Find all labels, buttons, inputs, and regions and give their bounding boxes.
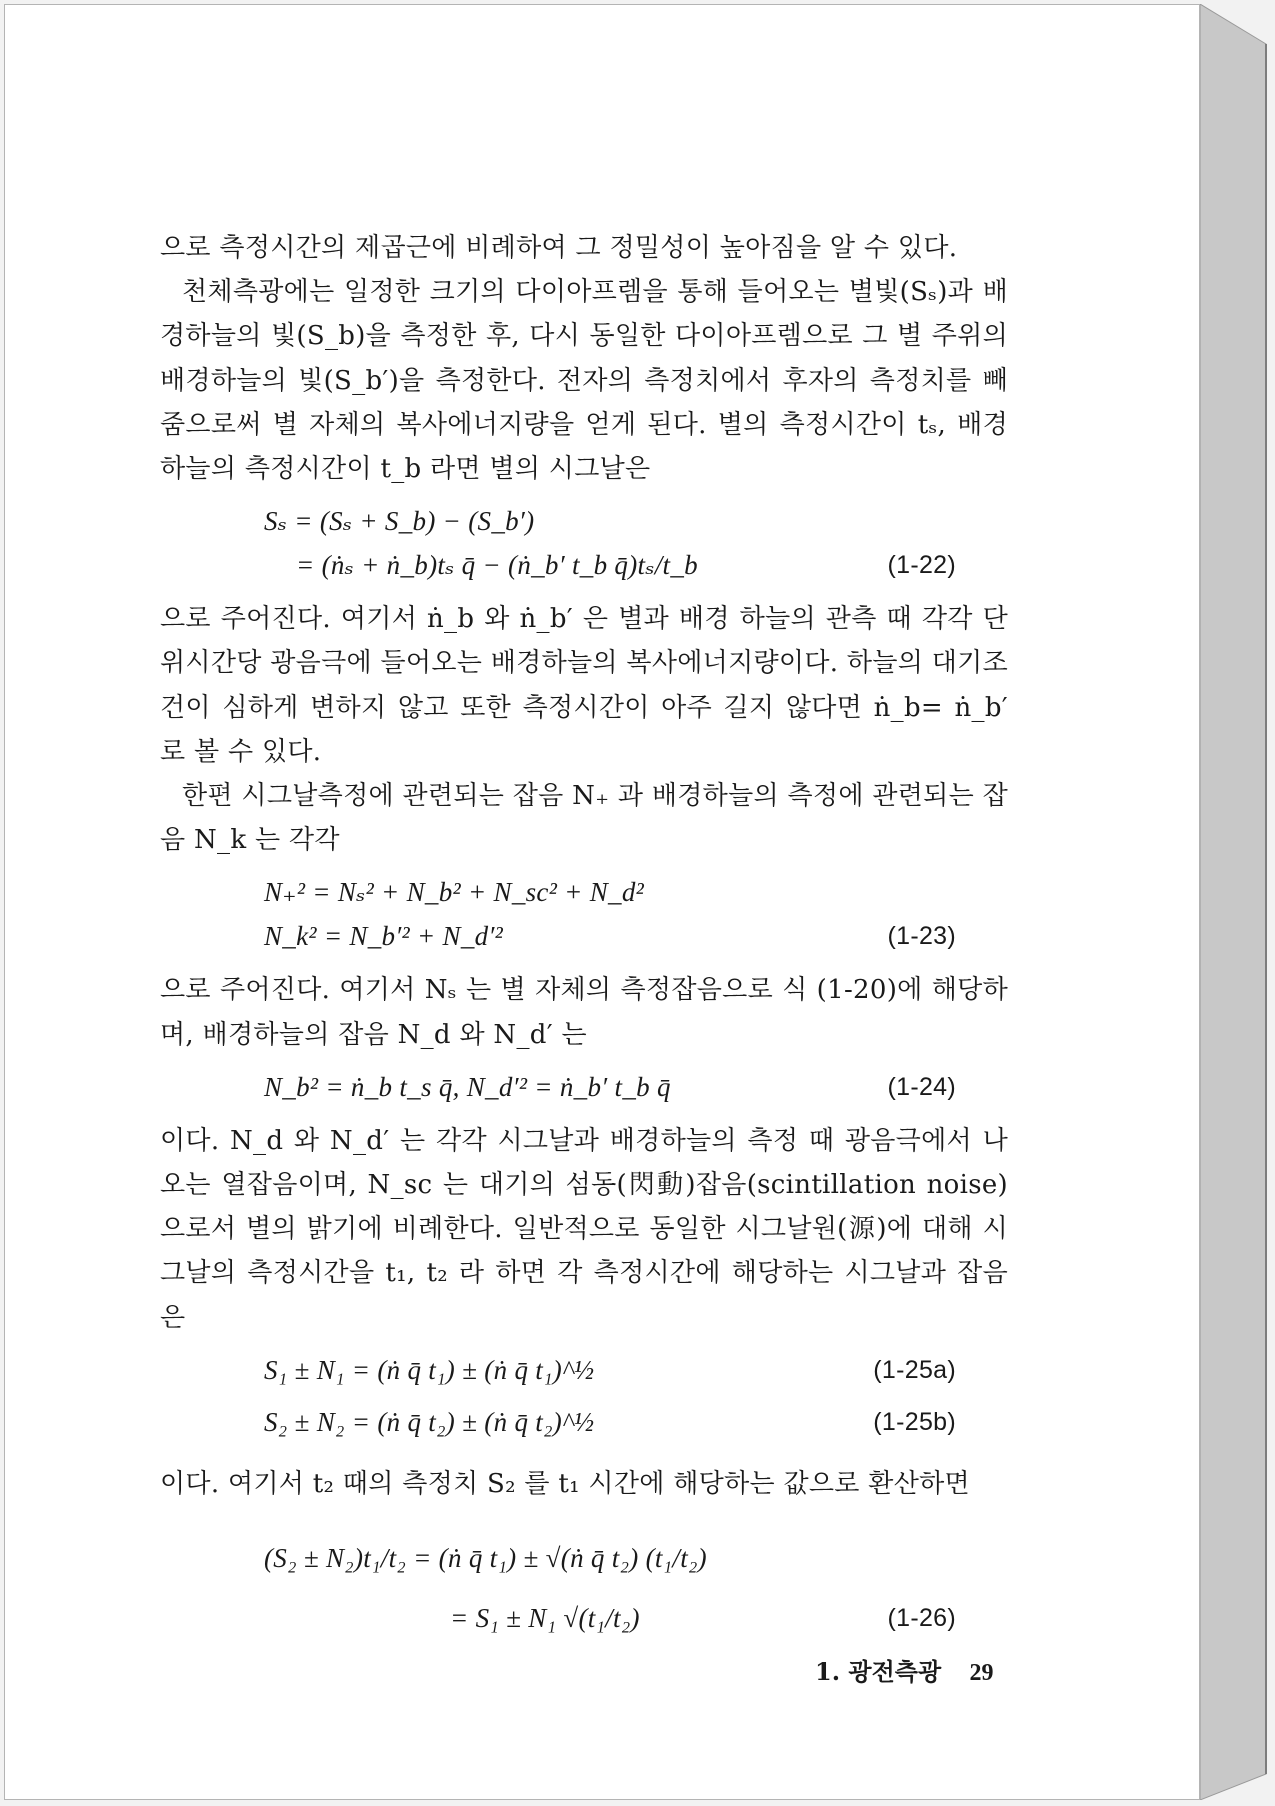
eq-1-26-line-1: (S₂ ± N₂)t₁/t₂ = (ṅ q̄ t₁) ± √(ṅ q̄ t₂) (t₁/t₂) bbox=[264, 1543, 707, 1574]
paragraph-4: 한편 시그날측정에 관련되는 잡음 N₊ 과 배경하늘의 측정에 관련되는 잡음 N_k 는 각각 bbox=[160, 781, 1008, 856]
equation-number: (1-22) bbox=[887, 551, 956, 580]
page-footer bbox=[815, 1652, 994, 1687]
equation-number: (1-25b) bbox=[873, 1407, 956, 1436]
equation-number: (1-24) bbox=[887, 1072, 956, 1101]
paragraph-3: 으로 주어진다. 여기서 ṅ_b 와 ṅ_b′ 은 별과 배경 하늘의 관측 때 각각 단위시간당 광음극에 들어오는 배경하늘의 복사에너지량이다. 하늘의 대기조건이 심하게 변하지 않고 또한 측정시간이 아주 길지 않다면 ṅ_b= ṅ_b′ 로 볼 수 있다. bbox=[160, 604, 1008, 767]
paragraph-5: 으로 주어진다. 여기서 Nₛ 는 별 자체의 측정잡음으로 식 (1-20)에 해당하며, 배경하늘의 잡음 N_d 와 N_d′ 는 bbox=[160, 975, 1008, 1050]
equation-1-26 bbox=[160, 1528, 1008, 1648]
equation-1-25 bbox=[160, 1348, 1008, 1452]
chapter-title: 1. 광전측광 bbox=[815, 1657, 942, 1686]
eq-1-22-line-2: = (ṅₛ + ṅ_b)tₛ q̄ − (ṅ_b′ t_b q̄)tₛ/t_b bbox=[296, 550, 698, 581]
body-text bbox=[160, 226, 1008, 1658]
eq-1-23-line-2: N_k² = N_b′² + N_d′² bbox=[264, 921, 504, 952]
equation-number: (1-26) bbox=[887, 1604, 956, 1633]
paragraph-6: 이다. N_d 와 N_d′ 는 각각 시그날과 배경하늘의 측정 때 광음극에서 나오는 열잡음이며, N_sc 는 대기의 섬동(閃動)잡음(scintillation noise)으로서 별의 밝기에 비례한다. 일반적으로 동일한 시그날원(源)에 대해 시그날의 측정시간을 t₁, t₂ 라 하면 각 측정시간에 해당하는 시그날과 잡음은 bbox=[160, 1125, 1008, 1333]
eq-1-23-line-1: N₊² = Nₛ² + N_b² + N_sc² + N_d² bbox=[264, 877, 645, 908]
eq-1-25a-line: S₁ ± N₁ = (ṅ q̄ t₁) ± (ṅ q̄ t₁)^½ bbox=[264, 1354, 595, 1385]
equation-1-22 bbox=[160, 499, 1008, 587]
equation-number: (1-23) bbox=[887, 922, 956, 951]
paragraph-7: 이다. 여기서 t₂ 때의 측정치 S₂ 를 t₁ 시간에 해당하는 값으로 환산하면 bbox=[160, 1468, 970, 1499]
equation-number: (1-25a) bbox=[873, 1355, 956, 1384]
paragraph-1: 으로 측정시간의 제곱근에 비례하여 그 정밀성이 높아짐을 알 수 있다. bbox=[160, 233, 958, 263]
eq-1-26-line-2: = S₁ ± N₁ √(t₁/t₂) bbox=[450, 1603, 640, 1634]
page-edge-3d bbox=[1200, 4, 1271, 1800]
equation-1-23 bbox=[160, 870, 1008, 958]
paragraph-2: 천체측광에는 일정한 크기의 다이아프렘을 통해 들어오는 별빛(Sₛ)과 배경하늘의 빛(S_b)을 측정한 후, 다시 동일한 다이아프렘으로 그 별 주위의 배경하늘의 빛(S_b′)을 측정한다. 전자의 측정치에서 후자의 측정치를 빼줌으로써 별 자체의 복사에너지량을 얻게 된다. 별의 측정시간이 tₛ, 배경하늘의 측정시간이 t_b 라면 별의 시그날은 bbox=[160, 277, 1008, 485]
eq-1-25b-line: S₂ ± N₂ = (ṅ q̄ t₂) ± (ṅ q̄ t₂)^½ bbox=[264, 1406, 595, 1437]
equation-1-24 bbox=[160, 1065, 1008, 1109]
eq-1-24-line-1: N_b² = ṅ_b t_s q̄, N_d′² = ṅ_b′ t_b q̄ bbox=[264, 1071, 671, 1102]
page-number: 29 bbox=[969, 1660, 994, 1686]
eq-1-22-line-1: Sₛ = (Sₛ + S_b) − (S_b′) bbox=[264, 506, 535, 537]
